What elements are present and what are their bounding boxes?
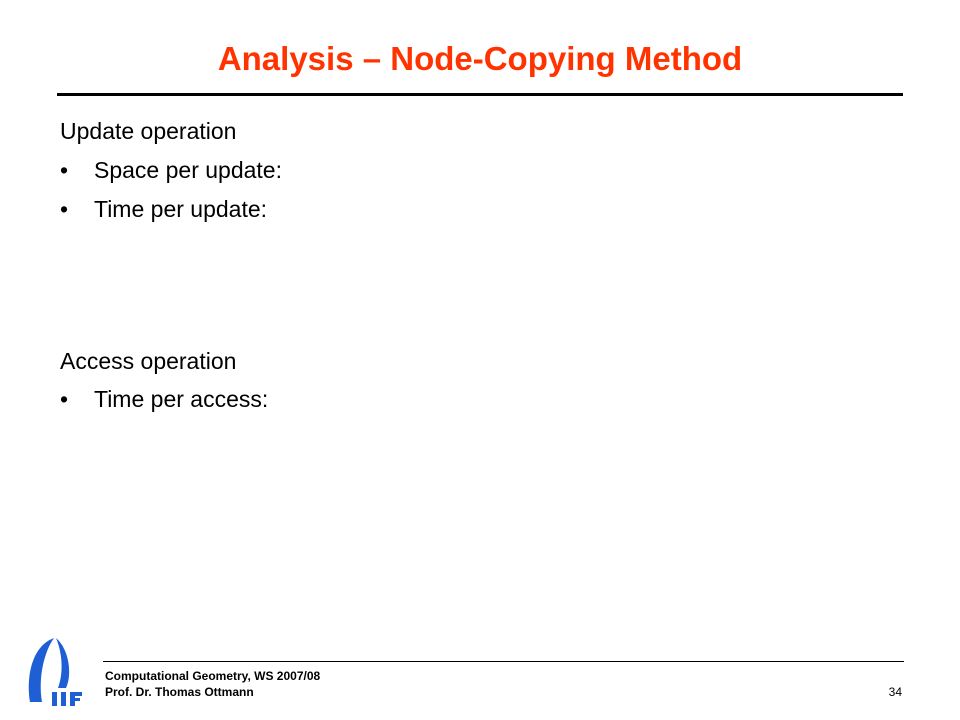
bullet-dot: • [60,157,69,183]
bullet-time-per-access [60,384,268,414]
bullet-dot: • [60,386,69,412]
section-heading-access: Access operation [60,348,237,374]
title-divider [57,93,903,96]
footer-author: Prof. Dr. Thomas Ottmann [105,685,254,699]
page-number: 34 [888,685,902,699]
iif-logo [26,636,92,708]
bullet-dot: • [60,196,69,222]
footer-divider [103,661,904,662]
section-heading-update: Update operation [60,118,237,144]
footer-course: Computational Geometry, WS 2007/08 [105,669,321,683]
bullet-space-per-update [60,155,282,185]
bullet-time-per-update [60,194,267,224]
bullet-text: Space per update: [94,157,282,183]
footer-credits [105,668,320,700]
bullet-text: Time per update: [94,196,268,222]
slide-title: Analysis – Node-Copying Method [217,40,743,77]
bullet-text: Time per access: [94,386,269,412]
